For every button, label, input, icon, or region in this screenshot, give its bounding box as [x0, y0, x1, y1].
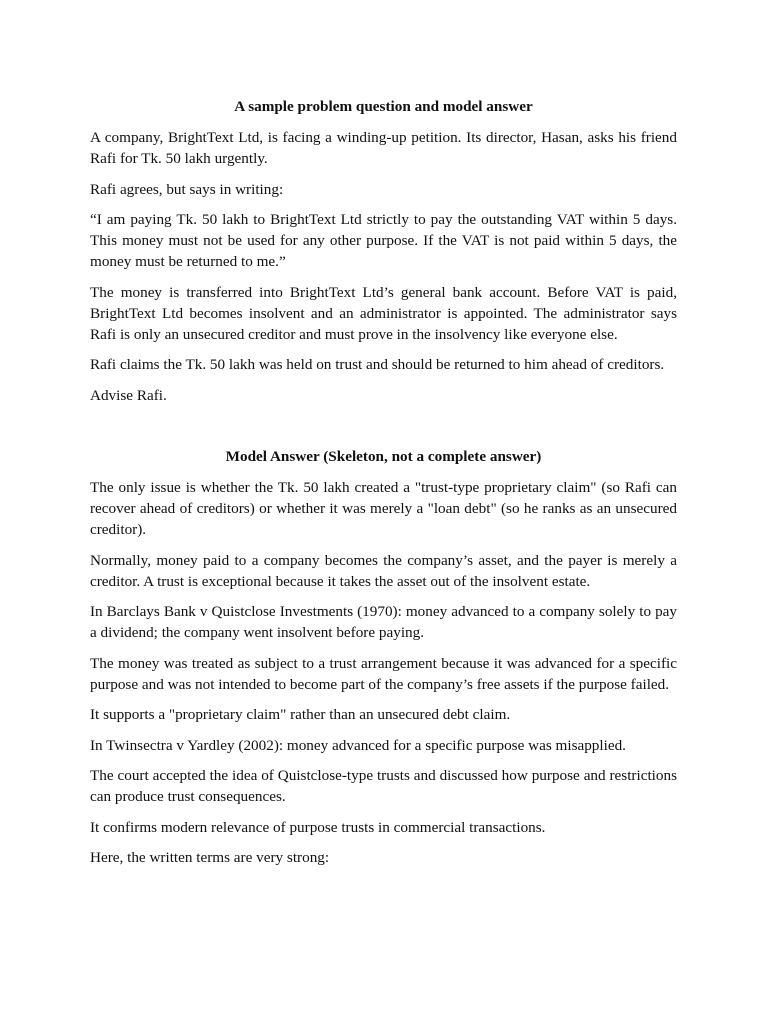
problem-paragraph: Rafi claims the Tk. 50 lakh was held on trust and should be returned to him ahead of creditors.: [90, 356, 665, 373]
problem-heading: A sample problem question and model answer: [234, 98, 533, 115]
answer-heading: Model Answer (Skeleton, not a complete answer): [225, 448, 542, 465]
document-page: [90, 96, 677, 878]
answer-paragraph: In Twinsectra v Yardley (2002): money advanced for a specific purpose was misapplied.: [90, 736, 626, 754]
answer-paragraph: It confirms modern relevance of purpose trusts in commercial transactions.: [90, 818, 546, 836]
answer-paragraph: The only issue is whether the Tk. 50 lakh created a "trust-type proprietary claim" (so Rafi can recover ahead of creditors) or whether it was merely a "loan debt" (so he ranks as an unsecured creditor).: [90, 479, 677, 538]
answer-paragraph: Here, the written terms are very strong:: [90, 849, 330, 866]
section-spacer: [90, 415, 677, 446]
problem-paragraph: The money is transferred into BrightText Ltd’s general bank account. Before VAT is paid, BrightText Ltd becomes insolvent and an administrator is appointed. The administrator says Rafi is only an unsecured creditor and must prove in the insolvency like everyone else.: [90, 283, 677, 343]
problem-paragraph: Rafi agrees, but says in writing:: [90, 180, 284, 198]
problem-paragraph: A company, BrightText Ltd, is facing a winding-up petition. Its director, Hasan, asks his friend Rafi for Tk. 50 lakh urgently.: [90, 129, 677, 167]
answer-paragraph: Normally, money paid to a company becomes the company’s asset, and the payer is merely a creditor. A trust is exceptional because it takes the asset out of the insolvent estate.: [90, 551, 677, 590]
problem-paragraph: “I am paying Tk. 50 lakh to BrightText Ltd strictly to pay the outstanding VAT within 5 days. This money must not be used for any other purpose. If the VAT is not paid within 5 days, the money must be returned to me.”: [90, 211, 677, 270]
answer-paragraph: The money was treated as subject to a trust arrangement because it was advanced for a specific purpose and was not intended to become part of the company’s free assets if the purpose failed.: [90, 654, 677, 693]
answer-paragraph: In Barclays Bank v Quistclose Investments (1970): money advanced to a company solely to pay a dividend; the company went insolvent before paying.: [90, 603, 677, 641]
problem-paragraph: Advise Rafi.: [90, 386, 167, 404]
answer-paragraph: It supports a "proprietary claim" rather than an unsecured debt claim.: [90, 706, 511, 723]
answer-paragraph: The court accepted the idea of Quistclose-type trusts and discussed how purpose and restrictions can produce trust consequences.: [90, 767, 677, 805]
